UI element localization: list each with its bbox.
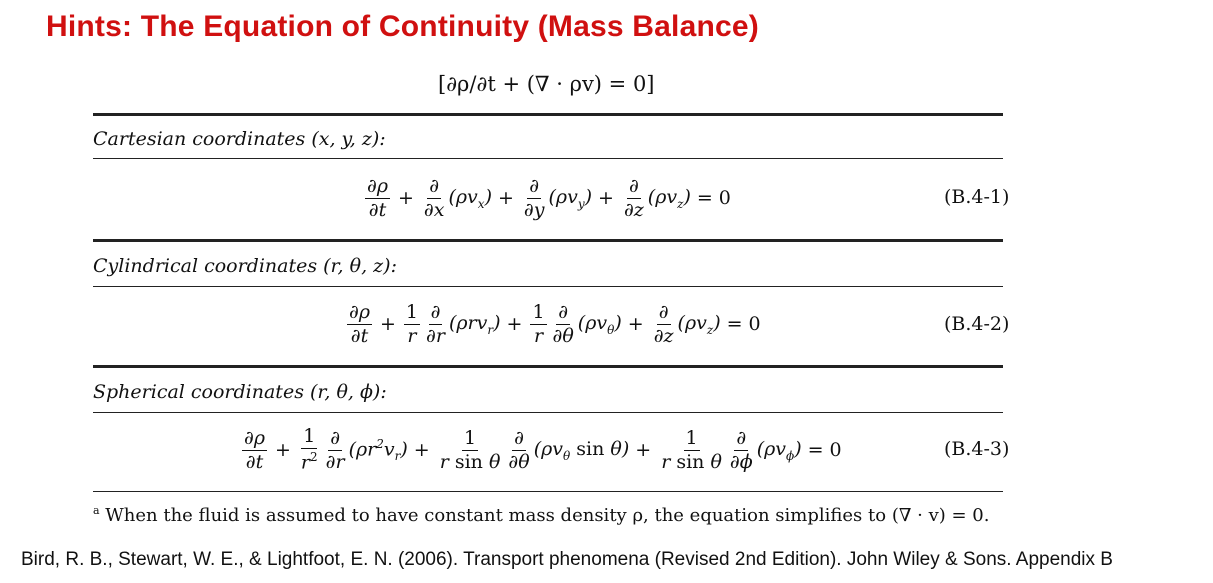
footnote-text: When the fluid is assumed to have constant mass density ρ, the equation simplifies to (∇ · v) = 0. bbox=[105, 505, 990, 526]
page-title: Hints: The Equation of Continuity (Mass Balance) bbox=[46, 10, 759, 43]
divider-rule bbox=[93, 286, 1003, 287]
equation-spherical: $\frac{\partial\rho}{\partial t}$ + $\frac{1}{r^2}$ $\frac{\partial}{\partial r}$ $(\rho r^2v_r)$ + $\frac{1}{\text{r sin θ}}$ $\frac{\partial}{\partial\theta}$ ($\rho v_\theta$ sin θ) + $\frac{1}{\text{r sin θ}}$ $\frac{\partial}{\partial\phi}$ $(\rho v_\phi)$ = 0 bbox=[244, 425, 842, 474]
footnote bbox=[93, 504, 989, 526]
section-label-cartesian: Cartesian coordinates (x, y, z): bbox=[93, 128, 386, 150]
divider-rule bbox=[93, 113, 1003, 116]
header-equation: [∂ρ/∂t + (∇ · ρv) = 0] bbox=[438, 72, 655, 96]
equation-number-cartesian: (B.4-1) bbox=[944, 186, 1010, 208]
equation-cylindrical: $\frac{\partial\rho}{\partial t}$ + $\frac{1}{r}$ $\frac{\partial}{\partial r}$ (ρrv$_r$) + $\frac{1}{r}$ $\frac{\partial}{\partial\theta}$ $(\rho v_\theta)$ + $\frac{\partial}{\partial z}$ $(\rho v_z)$ = 0 bbox=[349, 300, 761, 347]
divider-rule bbox=[93, 412, 1003, 413]
equation-cartesian: $\frac{\partial\rho}{\partial t}$ + $\frac{\partial}{\partial x}$ $(\rho v_x)$ + $\frac{\partial}{\partial y}$ $(\rho v_y)$ + $\frac{\partial}{\partial z}$ $(\rho v_z)$ = 0 bbox=[367, 174, 731, 221]
section-label-cylindrical: Cylindrical coordinates (r, θ, z): bbox=[93, 255, 397, 277]
divider-rule bbox=[93, 491, 1003, 492]
citation: Bird, R. B., Stewart, W. E., & Lightfoot, E. N. (2006). Transport phenomena (Revised 2nd Edition). John Wiley & Sons. Appendix B bbox=[21, 549, 1113, 570]
divider-rule bbox=[93, 158, 1003, 159]
equation-number-spherical: (B.4-3) bbox=[944, 438, 1010, 460]
equation-number-cylindrical: (B.4-2) bbox=[944, 313, 1010, 335]
divider-rule bbox=[93, 365, 1003, 368]
section-label-spherical: Spherical coordinates (r, θ, ϕ): bbox=[93, 381, 387, 403]
footnote-marker: a bbox=[93, 504, 100, 517]
divider-rule bbox=[93, 239, 1003, 242]
